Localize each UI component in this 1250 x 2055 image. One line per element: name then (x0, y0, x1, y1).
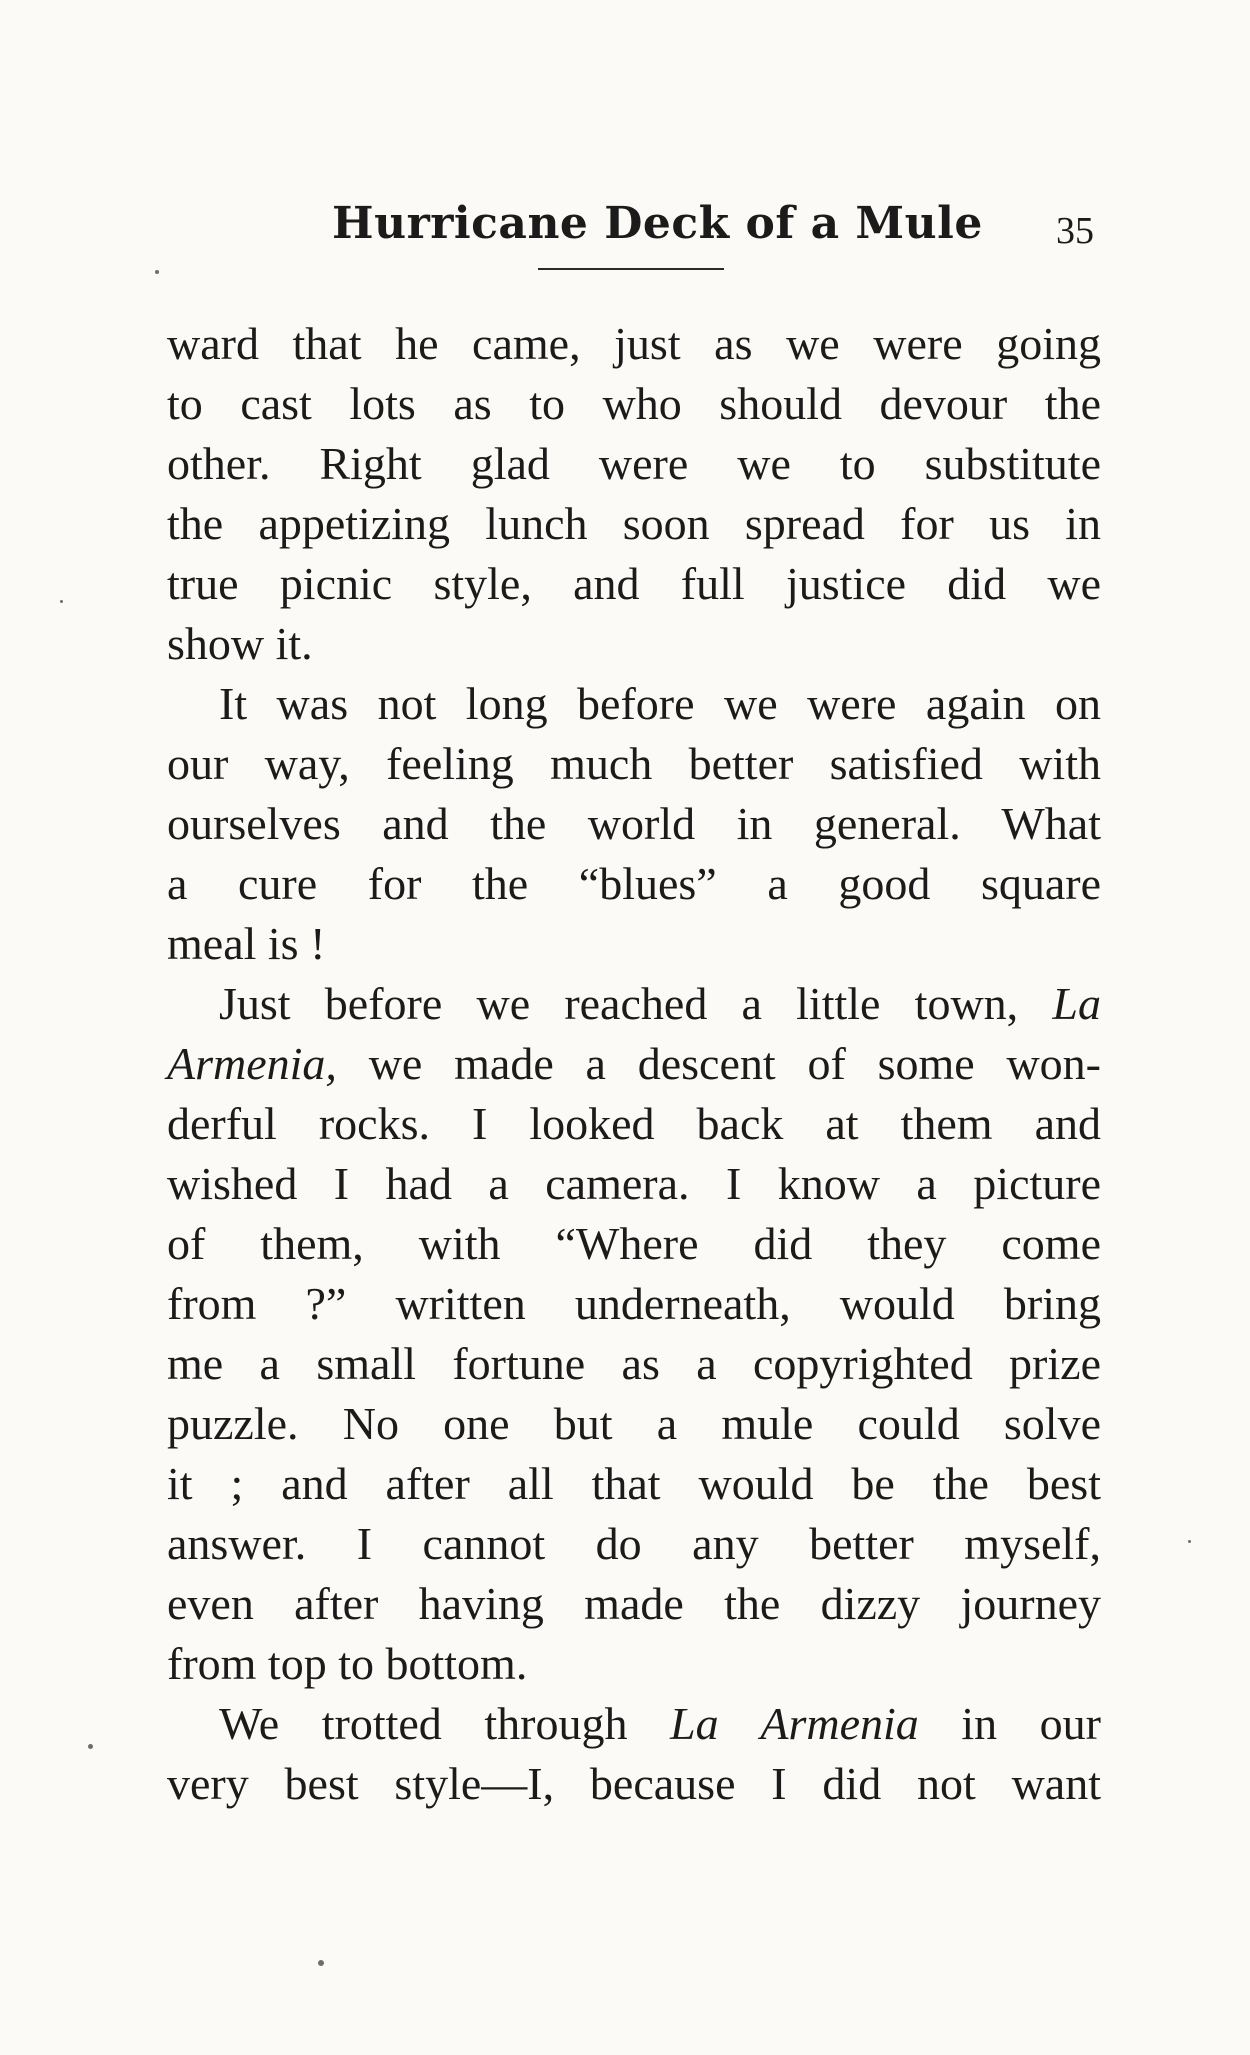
place-name: Armenia, (167, 1038, 337, 1089)
text-run: Just before we reached a little town, (219, 978, 1053, 1029)
text-line: from ?” written underneath, would bring (167, 1278, 1101, 1329)
text-line: other. Right glad were we to substitute (167, 438, 1101, 489)
text-line: ward that he came, just as we were going (167, 318, 1101, 369)
text-line: puzzle. No one but a mule could solve (167, 1398, 1101, 1449)
text-line (167, 1034, 1101, 1094)
text-line: ourselves and the world in general. What (167, 798, 1101, 849)
text-line: even after having made the dizzy journey (167, 1578, 1101, 1629)
text-run: we made a descent of some won- (336, 1038, 1101, 1089)
text-line: of them, with “Where did they come (167, 1218, 1101, 1269)
page-number: 35 (1056, 210, 1094, 252)
header-rule (538, 268, 724, 270)
text-line: answer. I cannot do any better myself, (167, 1518, 1101, 1569)
place-name: La Armenia (670, 1698, 919, 1749)
text-line: from top to bottom. (167, 1638, 528, 1689)
text-line: wished I had a camera. I know a picture (167, 1158, 1101, 1209)
place-name: La (1052, 978, 1101, 1029)
body-text (167, 314, 1101, 1814)
text-line: me a small fortune as a copyrighted prize (167, 1338, 1101, 1389)
text-line: a cure for the “blues” a good square (167, 858, 1101, 909)
text-run: We trotted through (219, 1698, 671, 1749)
text-line: our way, feeling much better satisfied with (167, 738, 1101, 789)
text-line: meal is ! (167, 918, 326, 969)
text-line: it ; and after all that would be the best (167, 1458, 1101, 1509)
text-line: derful rocks. I looked back at them and (167, 1098, 1101, 1149)
text-line (167, 1694, 1101, 1754)
text-run: in our (918, 1698, 1101, 1749)
text-line: show it. (167, 618, 313, 669)
text-line: It was not long before we were again on (219, 678, 1101, 729)
text-line (167, 974, 1101, 1034)
text-line: to cast lots as to who should devour the (167, 378, 1101, 429)
text-line: the appetizing lunch soon spread for us in (167, 498, 1101, 549)
running-title: Hurricane Deck of a Mule (332, 198, 983, 249)
text-line: very best style—I, because I did not want (167, 1758, 1101, 1809)
text-line: true picnic style, and full justice did we (167, 558, 1101, 609)
